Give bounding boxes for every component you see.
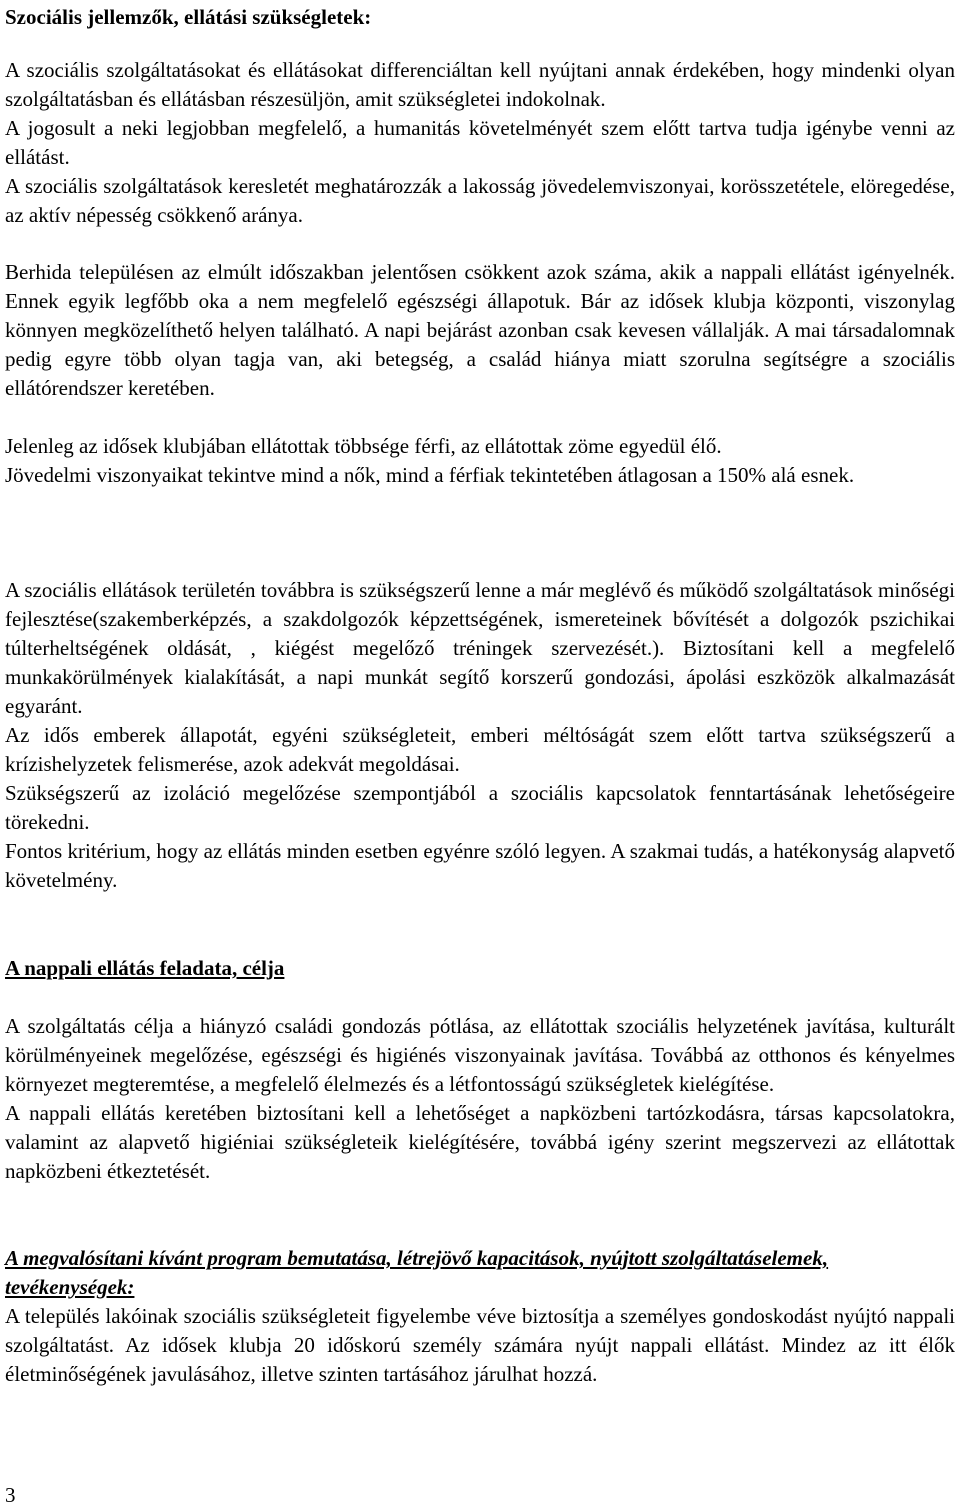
section-social-characteristics xyxy=(5,3,955,32)
clients-paragraph-block xyxy=(5,432,955,490)
paragraph: A szociális szolgáltatásokat és ellátásokat differenciáltan kell nyújtani annak érdekében, hogy mindenki olyan szolgáltatásban és ellátásban részesüljön, amit szükségletei indokolnak. xyxy=(5,58,955,111)
page-number: 3 xyxy=(5,1483,16,1507)
section-program xyxy=(5,1244,955,1389)
paragraph: A nappali ellátás keretében biztosítani kell a lehetőséget a napközbeni tartózkodásra, társas kapcsolatokra, valamint az alapvető higiéniai szükségleteik kielégítésére, továbbá igény szerint megszervezi az ellátottak napközbeni étkeztetését. xyxy=(5,1101,955,1183)
paragraph: A település lakóinak szociális szükségleteit figyelembe véve biztosítja a személyes gondoskodást nyújtó nappali szolgáltatást. Az idősek klubja 20 időskorú személy számára nyújt nappali ellátást. Mindez az itt élők életminőségének javulásához, illetve szinten tartásához járulhat hozzá. xyxy=(5,1304,955,1386)
paragraph: Szükségszerű az izoláció megelőzése szempontjából a szociális kapcsolatok fenntartásának lehetőségeire törekedni. xyxy=(5,781,955,834)
paragraph: Berhida településen az elmúlt időszakban jelentősen csökkent azok száma, akik a nappali ellátást igényelnék. Ennek egyik legfőbb oka a nem megfelelő egészségi állapotuk. Bár az idősek klubja központi, viszonylag könnyen megközelíthető helyen található. A napi bejárást azonban csak kevesen vállalják. A mai társadalomnak pedig egyre több olyan tagja van, aki betegség, a család hiánya miatt szorulna segítségre a szociális ellátórendszer keretében. xyxy=(5,260,955,400)
paragraph: A szociális szolgáltatások keresletét meghatározzák a lakosság jövedelemviszonyai, korösszetétele, elöregedése, az aktív népesség csökkenő aránya. xyxy=(5,174,955,227)
paragraph: Az idős emberek állapotát, egyéni szükségleteit, emberi méltóságát szem előtt tartva szükségszerű a krízishelyzetek felismerése, azok adekvát megoldásai. xyxy=(5,723,955,776)
section-title-day-care: A nappali ellátás feladata, célja xyxy=(5,956,285,980)
development-paragraph-block xyxy=(5,576,955,895)
paragraph: Jövedelmi viszonyaikat tekintve mind a nők, mind a férfiak tekintetében átlagosan a 150% alá esnek. xyxy=(5,463,855,487)
paragraph: Fontos kritérium, hogy az ellátás minden esetben egyénre szóló legyen. A szakmai tudás, a hatékonyság alapvető követelmény. xyxy=(5,839,955,892)
berhida-paragraph-block xyxy=(5,258,955,403)
paragraph: A szolgáltatás célja a hiányzó családi gondozás pótlása, az ellátottak szociális helyzetének javítása, kulturált körülményeinek megelőzése, egészségi és higiénés viszonyainak javítása. Továbbá az otthonos és kényelmes környezet megteremtése, a megfelelő élelmezés és a létfontosságú szükségletek kielégítése. xyxy=(5,1014,955,1096)
paragraph: A jogosult a neki legjobban megfelelő, a humanitás követelményét szem előtt tartva tudja igénybe venni az ellátást. xyxy=(5,116,955,169)
section-day-care-purpose xyxy=(5,954,955,983)
intro-paragraphs xyxy=(5,56,955,230)
day-care-paragraph-block xyxy=(5,1012,955,1186)
paragraph: A szociális ellátások területén továbbra is szükségszerű lenne a már meglévő és működő szolgáltatások minőségi fejlesztése(szakemberképzés, a szakdolgozók képzettségének, ismereteinek bővítését a dolgozók pszichikai túlterheltségének oldását, , kiégést megelőző tréningek szervezését.). Biztosítani kell a megfelelő munkakörülmények kialakítását, a napi munkát segítő korszerű gondozási, ápolási eszközök alkalmazását egyaránt. xyxy=(5,578,955,718)
paragraph: Jelenleg az idősek klubjában ellátottak többsége férfi, az ellátottak zöme egyedül élő. xyxy=(5,434,722,458)
section-title-program: A megvalósítani kívánt program bemutatása, létrejövő kapacitások, nyújtott szolgáltatáselemek, tevékenységek: xyxy=(5,1246,829,1299)
section-title-social-characteristics: Szociális jellemzők, ellátási szükségletek: xyxy=(5,5,372,29)
